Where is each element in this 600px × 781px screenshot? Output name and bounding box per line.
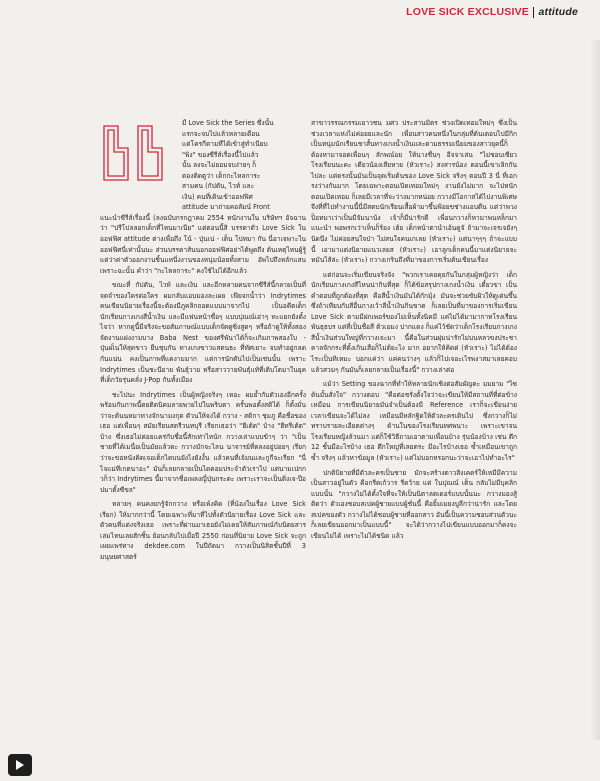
- article-paragraph: สาขาวรรณกรรมเยาวชน มศว ประสานมิตร ช่วงเปิดเทอมใหม่ๆ ซึ่งเป็นช่วงเวลาแห่งไม่ค่อยยและนัก เพื่อนสาวคนหนึ่งในกลุ่มที่ต้นเตอบไปมีกิกเป็นหนุ่มนักเรียนชาสั้นทางเกงน้ำเงินและตามธรรมเนียมของสาวยุคนี้ก็ต้องหามาจอดเพื่อนๆ ลักพณ์อย ให้นางชื่นๆ อีจจาเล่น "ไม่ชอบเซียวโรงเรียนนะคะ เดียวน้องเสียหาย (หัวเราะ) สงสารน้อง ตอนนี้เขาเลิกกันไปละ แต่ตรงนั้นมันเป็นจุดเริ่มต้นของ Love Sick จริงๆ ตอนปี 3 นี่ ที่เอกรงว่างกันมาก โดยเฉพาะตอนเปิดเทอมใหม่ๆ งานยังไม่มาก จะไปหนักตอนเปิดเทอม ก็เลยมีเวลาที่จะว่างมากหน่อย กวางมีโอกาสได้ไปงานพิเศษจึงที่ที่ไปทำงานนี้นี่มีสดบนักเรียนเสื้อผ้ามาขึ้นฟ้อยขช่างแอบดีน แต่ว่าพวงป็อทมาเว่าเป็นมีจัมนาน้ง เจ้าก็มีน่ารักดี เพื่อนกวางก็หามาพนหล็กมาแนะนำ พอพรกเว่าเห็นก็ร้อง เฮ้ย เด็กหน้าตานำเอ้นดูจั ถ้ามาจะเจรเจยังๆ นิดนึง ไม่ค่อยสนใจป่า ไม่สนใจคนเกเลย (หัวเราะ) แต่นาๆๆๆ ถ้าจะแบบ นี้ เอามาแต่งนิยายแนวเลยส (หัวเราะ) เอาลูกเด็กคนนี้มาแต่งนิยายจะ หมันไส้ล่ะ (หัวเราะ) กวางเกรินถึงที่มาของการเริ่มต้นเขียนเรื่อง: [311, 119, 517, 265]
- play-triangle-icon: [15, 759, 25, 771]
- intro-line: ตองติดตูว่า เด็กกะไหลการะ: [182, 171, 261, 180]
- article-paragraph: แนะนำซีรีส์เรื่องนี้ (ลงฉบับกรกฎาคม 2554 หนักงานใน บริษัทฯ อัจฉานว่า "ปรีโปลลอกเด็กที่ไหนมาเนีย" แต่ตอนนี้สิ บรรดาตัว Love Sick ในออฟฟิศ attitude ต่างเพื่อถึง โน้ - ปุ่นเน่ - เต็น โปทมา กัน นี่อาเจพาะในออฟฟิศนี่เท่านั้นนะ ส่วนบรรดาส้นนอกออฟฟิศอย่าได้พูดถึง ต้นเหตุไหนผู้รู้แต่ว่าค่าตัวออกงานชิ้นแหนึ่งงานของหนุ่มน้อยทั้งสาม อัพไปถึงหลักแสน เพราะฉะนั้น คำว่า "กะไหลการะ" คงใช้ไม่ได้อีกแล้ว: [100, 213, 306, 275]
- intro-line: แต่โครกีตามทีได้เข้าสู่ทำเนียบ: [182, 140, 268, 149]
- article-paragraph: แม้ว่า Setting ของฉากที่ทำให้หลายนักเชิงต่อสัมผัญดะ มมยาม "ไซ ต้นมั้นสั่งใจ" กวางตอบ "คือต่อชรั่งตั้งใจว่าจะเขียนให้มีสถานที่ที่ต่อข้างเหมือน การเขียนนิยายมันจำเป็นต้องมี Reference เราก็จะเขียนง่าย เวลาเขียนจะได้ไม่ลง เหมือนมีหลักฐิดให้ตัวละครเดินไป ซึ่งกวางก็ไม่ทราบรายละเอียดต่างๆ ด้านในของโรงเรียนทศพนาะ เพราะเขาจนโรงเรียนหญิงล้วนมา แต่ก็ใช้วิธีถามเอาตามเพื่อนบ้าง รุ่นน้องบ้าง เช่น ตึก 12 ชั้นมีอะไรบ้าง เธอ ตึกใหญ่ที่เลยตระ มีอะไรบ้างเธอ ซ้ำเหมือนเขาถูกซ้ำ จริงๆ แล้วหาข้อมูล (หัวเราะ) แต่ไม่บอกหรอกนะว่าจะเอาไปทำอะไร": [311, 380, 517, 462]
- header-divider: [533, 7, 535, 18]
- page-header: [406, 6, 578, 18]
- article-paragraph: ชะไปนะ Indrytimes เป็นผู้หญิงจริงๆ เหอะ ผมย้ำกับตัวเองอีกครั้ง พร้อมกับภาพนี้ดยติดนิคมลายพายไปในพริบตา ครั้นพอตั้งสติได้ ก็ตั้งมั่นว่าจะต้นนหมาทางจักนามงกุด ตัวนให้จงได้ กวาง - สติกา ชุมภู คือชื่อของเธอ แต่เพื่อนๆ สมัยเรียนสตรีวนทบุรี เรียกเธอว่า "ฮีเต้ต" บ้าง "ฮีทรีเต้ต" บ้าง ซึ่งเธอไม่ค่อยเเคร่กับชื่อนี้สักเท่าไหน้ก กวางเล่าแบบข้าๆ ว่า "เป็นชายที่ได้เมนื่อเป็นมัยแล้วดะ กวางมักจะไลน นาจารย์ที่ตลงอยู่บ่อยๆ เรียกว่าจะขอหนังคิดเจอเด็กไดบนยังไงยังงั้น แล้วคนที่เจ้มนและกูกีจะเรียก "นี่ไจแม่ทีเกตนาอะ" มันก็เลยกลายเป็นไดตอมประจำตัวเราไป แต่นามเปกกวก็ว่า Indrytimes นี้มาจากชื่อเพลงญี่ปุ่นกระดะ เพราะเราจะเป็นติ่งเจ-ป๊อปมาตั้งซีขล": [100, 390, 306, 494]
- play-button[interactable]: [8, 754, 32, 776]
- section-label: attitude: [538, 6, 578, 18]
- intro-line: สามคน (กัปตัน, ไวท์ และ: [182, 182, 255, 191]
- article-paragraph: ปกติบิยายที่มีตัวละครเป็นชาย มักจะสร้างดาวสิงเคดร์ให้เหมีมีความเป็นสาวอยู่ในตัว คือกรีดเก้วาร รีดว้าย แต่ ในปุณณ์ เต็น กลับไม่มีบุคลิกแบบนั้น "กวางไม่ได้ตั้งใจที่จะให้เป็นนิตาลตเดอร์แบบนั้นนะ กวางมองสู้ติดว่า ตัวเองชอบสเปคผู้ชายแบบผู้ชั่นนี้ คือยิ้มเมยงบูลีกว่าน่ารัก และโดยสเปคของตัว กวางไม่ได้ชอบผู้ชายที่ออกสาว อันนี้เป็นความชอบส่วนตัวนะ ก็เลยเขียนออกมาเป็นแบบนี้" จะได้ว่ากวางไปเขียนแบบออกมาก็คงจะเขียนไม่ได้ เพราะไม่ได้ชนิด แล้ว: [311, 468, 517, 540]
- intro-line: "พิง" ของซีรีส์เรื่องนี้ไปแล้ว: [182, 150, 259, 159]
- intro-line: มื Love Sick the Series ซึ่งนั้น: [182, 119, 274, 127]
- article-column-right: [311, 118, 517, 541]
- page-edge-shadow: [590, 40, 600, 740]
- intro-line: นั้น ลงจะไม่ยอมจบง่ายๆ ก็: [182, 161, 257, 170]
- article-paragraph: แต่ก่อนจะเริ่มเขียนจริงจัง "พวกเราเคยคุยกันในกลุ่มผู้หญิงว่า เด็กนักเรียนกางเกงสีไหนน่ากินที่สุด ก็ได้ข้อสรุปกางเกงน้ำเงิน เดี๋ยวขา เป็นคำตอบที่ถูกต้องที่สุด คือสีน้ำเงินมันได้กักมุ้ง มันจะช่วยขับผิวให้ดูเด่นขึ้น ซึ่งถ้าเทียบกับสีอื่นกางเว้าลีน้ำเงินกินขาด ก็เลยเป็นที่มาของการเริ่มเขียน Love Sick ตามมีฝกเพอร์ของไม่เห็นทั้งนิคมี แค่ไม่ได้มามากาทโรงเรียนพันธุธบร แต่ที่เป็นชื่อสี ต้วเอมง ปากแดง ก็แค่ไว้ชัดว่าเด็กโรงเรียนกางเกงสีน้ำเงินส่วนใหญ่ที่กวางเจะมา นี้คือในส่วนผุ่มน่ารักไม่บนหลวขงประชาคาลจักกระที่ตั้งเกินเสือก็ไม่ต้ยะไง มาก อยากให้คิดด่ (หัวเราะ) ไม่ได้ต้องไระเป็นทิเหมะ บอกแค่ว่า แค่คนว่างๆ แล้วก็ไปเจอะเไรพงาสมาเลยคอบ แล้วสวมๆ กันมันก็เลยกลายเป็นเรื่องนี้" กวางเล่าต่อ: [311, 270, 517, 374]
- article-column-left: [100, 118, 306, 562]
- article-paragraph: หลายๆ คนคงยกรู้จักกวาง หรือเพ้งคิด (ที่น้องในเรื่อง Love Sick เรียก) ให้มากกว่านี้ โดยเฉพาะที่มาที่ไปทั้งตัวนิยายเรื่อง Love Sick และตัวคนที่แต่งจริงเธอ เพราะที่ผ่านมาเธอยังไม่เคยให้สัมภาษณ์กับนิตยสารเล่มไหนเลยสักชิ้น ย้อนกลับไปเมื่อปี 2550 ก่อนที่นิยาย Love Sick จะถูกเผยแพร่ทาง dekdee.com ในปีถัดมา กวางเป็นนิสิตชั้นปีที่ 3 มนุษยศาสตร์: [100, 500, 306, 561]
- intro-lines: [100, 118, 306, 213]
- intro-line: attitude มาถ่ายคอลัมน์ Front: [182, 203, 270, 212]
- series-label: LOVE SICK EXCLUSIVE: [406, 6, 529, 18]
- intro-line: เงิน) คนที่เดินเข้าออฟฟิศ: [182, 192, 253, 201]
- article-paragraph: ขณะที่ กัปตัน, ไวท์ และเงิน และอีกหลายคนจากซีรีส์นี้กลายเป็นที่จดจำของใครต่อใคร ผมกลับแอบมองละเผย เฟียจกน้ำว่า Indrytimes คนเขียนนิยายเรื่องนี้จะต้องมีภูคลิกถอดแบบมาจากไป เป็นอดีตเด็กนักเรียนกางเกงสีน้ำเงิน และมีแฟนหน้าซื่อๆ แบบปุณณ์เอ่าๆ ทะแยกยังตั้งไจว่า หากดูนี้มีจริงจะขอสัมภาษณ์แบบเด็กจัดดูซิ่งสูดๆ หรือถ้าดูให้ทั้งสองจัดงานแฝงงามบาง Baba Nest ของศรีพันาได้ก็จะเกิมภาพสองใบ - ปุ่นผเ็นให้สุดขาว ยืนชุบกัน ทางเกงขาวแสดนธะ ที่ทัศเยาะ จบทำอยู่กลดกันแน่น คงเป็นภาพที่แดงามมาก แต่การนักดันไปเป็นเช่นนั้น เพราะ Indrytimes เป็นชะนียาย พันธุ์วาย หรือสาววายพันธุ์แท้ที่เติบโตมาในยุคที่เด็กวัยรุ่นคลั่ง J-Pop กันทั้งเมือง: [100, 281, 306, 385]
- intro-line: แรกจะจบไปแล้วหลายเดือน: [182, 129, 260, 138]
